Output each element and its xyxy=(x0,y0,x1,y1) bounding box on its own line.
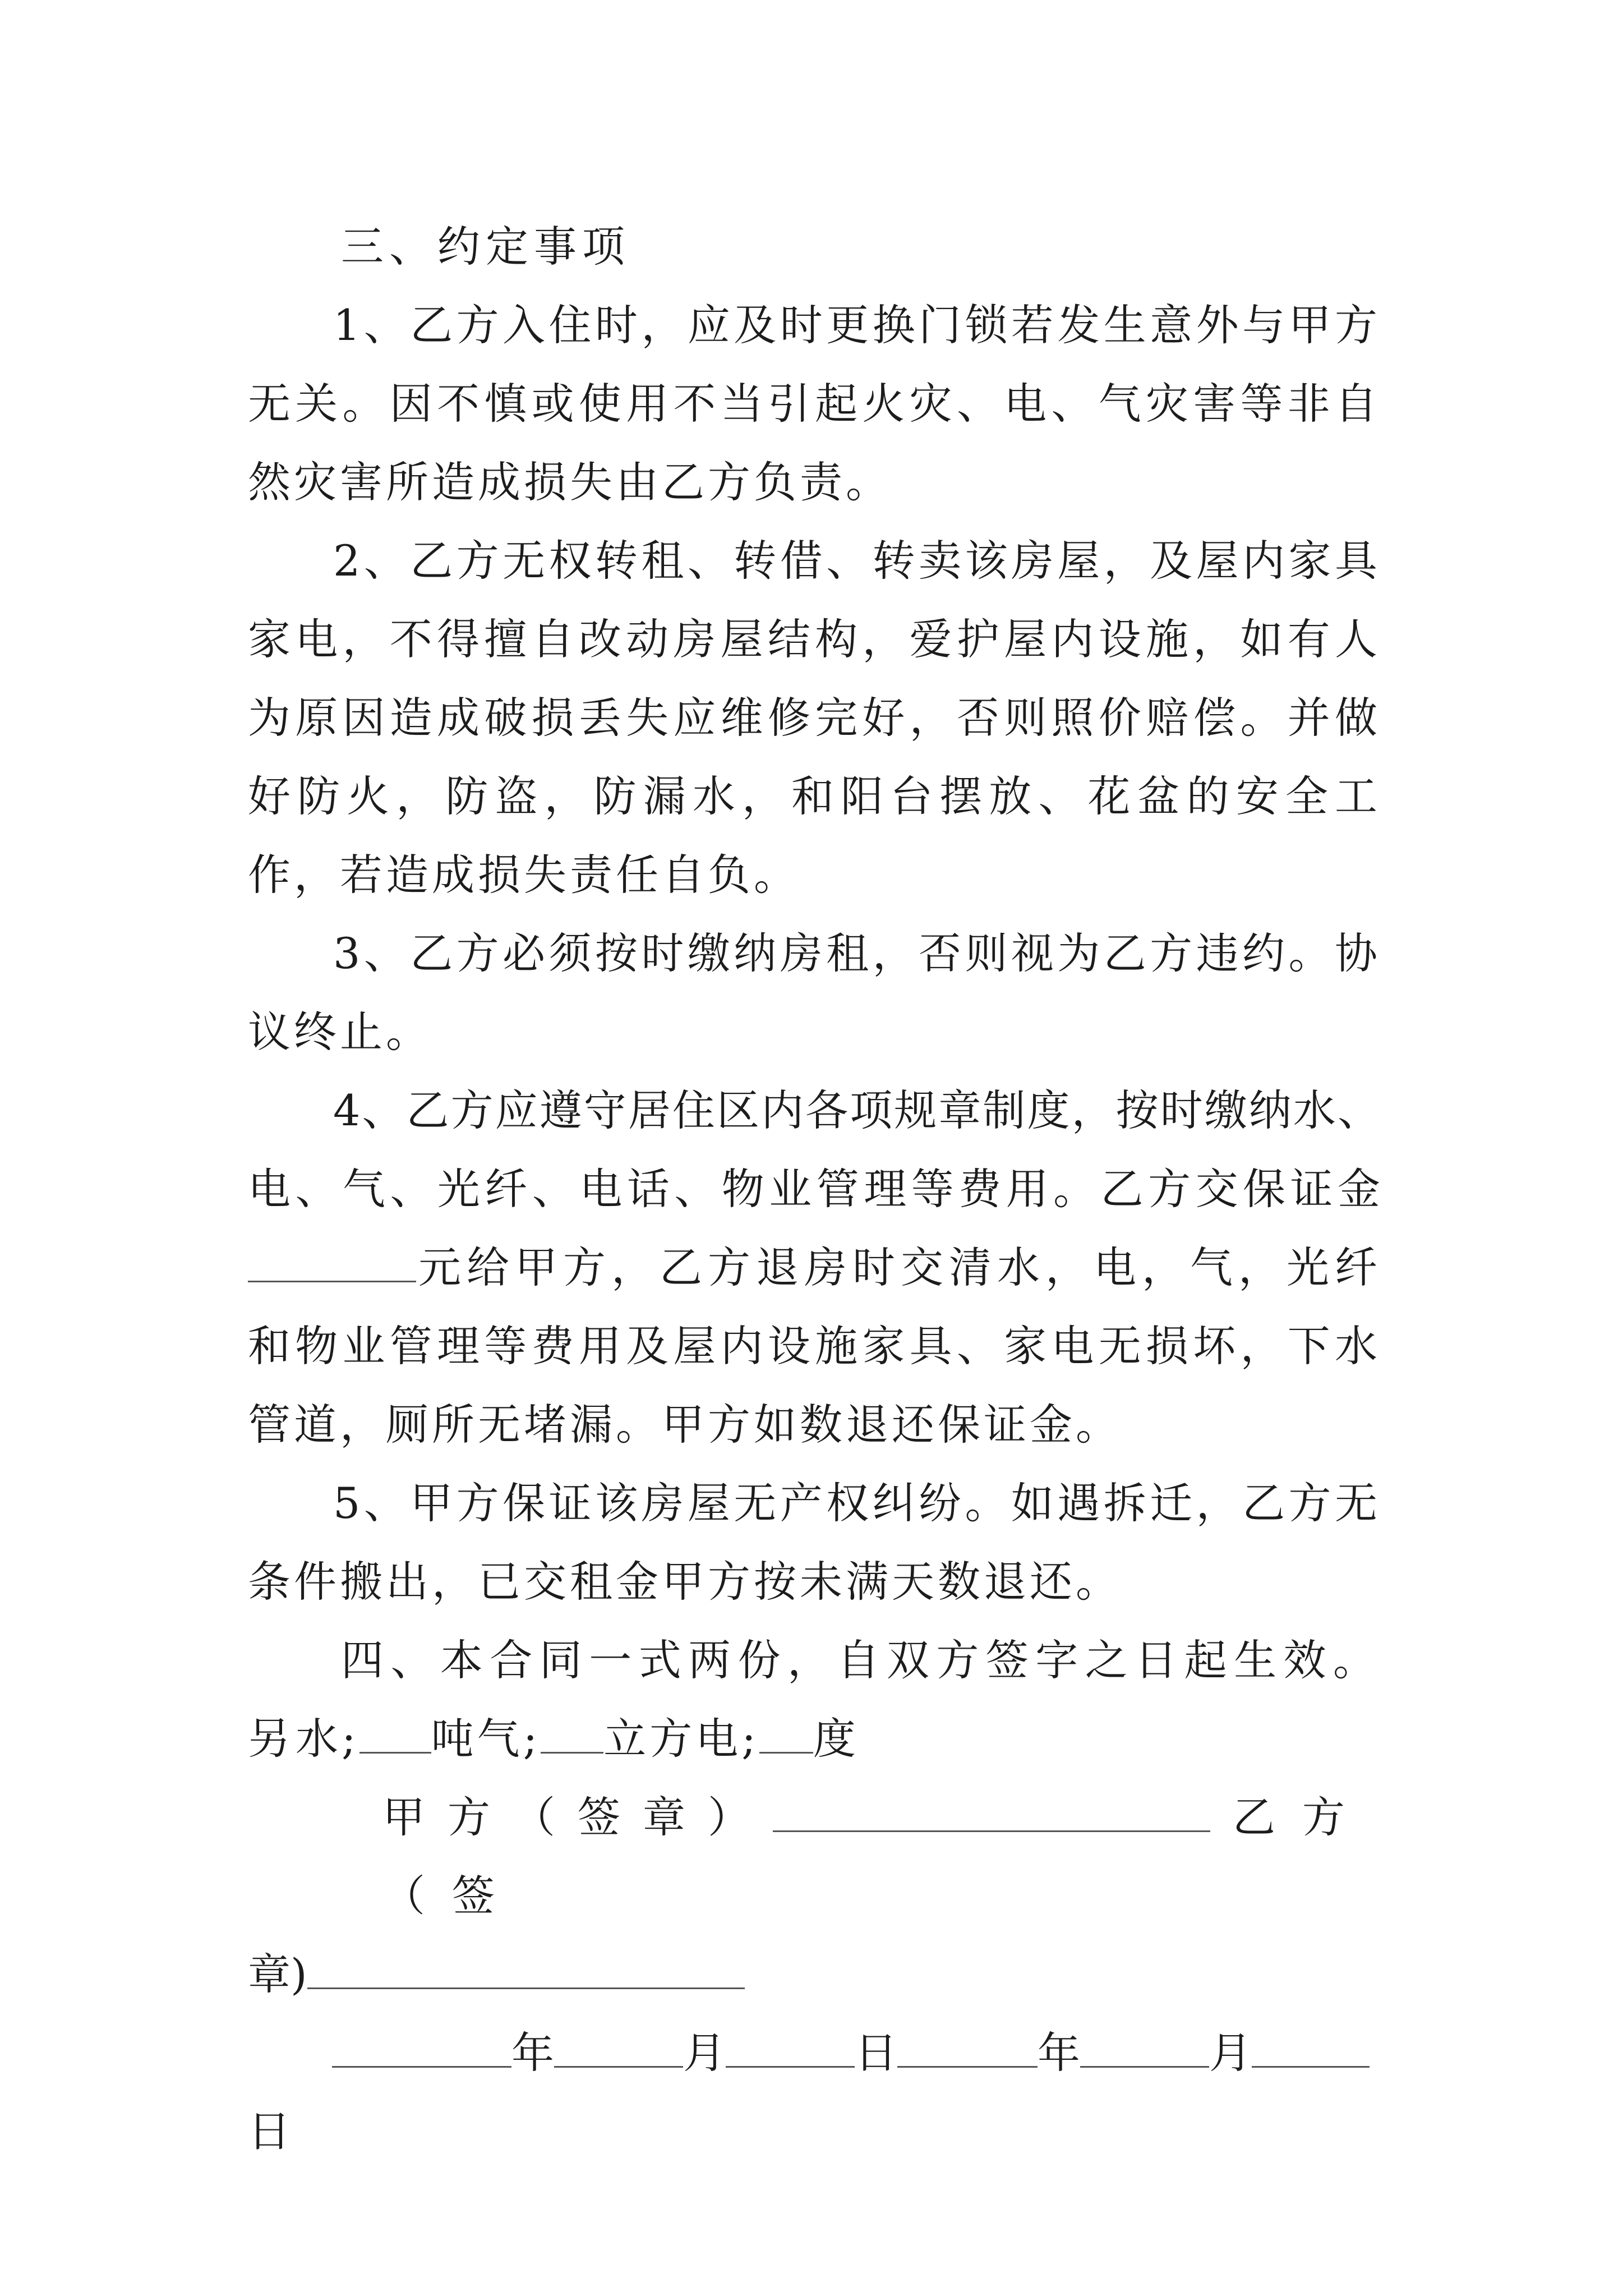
party-b-day-label: 日 xyxy=(248,2106,294,2156)
party-b-year-label: 年 xyxy=(1038,2028,1080,2078)
ton-gas-label: 吨气; xyxy=(431,1714,541,1764)
section-title: 三、约定事项 xyxy=(341,222,630,272)
party-a-month-blank xyxy=(554,2031,683,2068)
party-b-signature-blank xyxy=(307,1953,745,1989)
party-a-signature-blank xyxy=(773,1796,1210,1832)
degree-label: 度 xyxy=(813,1714,861,1764)
section-four-text: 四、本合同一式两份，自双方签字之日起生效。另 xyxy=(248,1635,1381,1764)
party-a-month-label: 月 xyxy=(683,2028,726,2078)
party-a-day-blank xyxy=(726,2031,855,2068)
party-a-year-label: 年 xyxy=(511,2028,554,2078)
party-a-day-label: 日 xyxy=(855,2028,897,2078)
electricity-blank xyxy=(759,1717,813,1754)
clause-4-part-2: 元给甲方，乙方退房时交清水，电，气，光纤和物业管理等费用及屋内设施家具、家电无损坏，下水管道，厕所无堵漏。甲方如数退还保证金。 xyxy=(248,1243,1381,1450)
date-line-continued xyxy=(248,2092,1381,2171)
party-b-month-label: 月 xyxy=(1209,2028,1252,2078)
clause-3: 3、乙方必须按时缴纳房租，否则视为乙方违约。协议终止。 xyxy=(248,928,1381,1057)
party-b-signature-label: 乙方（签 xyxy=(382,1792,1372,1921)
clause-4 xyxy=(248,1071,1381,1464)
party-a-year-blank xyxy=(332,2031,511,2068)
party-b-year-blank xyxy=(897,2031,1038,2068)
clause-4-part-1: 4、乙方应遵守居住区内各项规章制度，按时缴纳水、电、气、光纤、电话、物业管理等费用。乙方交保证金 xyxy=(248,1085,1381,1214)
party-b-signature-label-end: 章) xyxy=(248,1949,307,1999)
clause-2: 2、乙方无权转租、转借、转卖该房屋，及屋内家具家电，不得擅自改动房屋结构，爱护屋内设施，如有人为原因造成破损丢失应维修完好，否则照价赔偿。并做好防火，防盗，防漏水，和阳台摆放、花盆的安全工作，若造成损失责任自负。 xyxy=(248,536,1381,900)
party-b-month-blank xyxy=(1080,2031,1209,2068)
party-b-day-blank xyxy=(1252,2031,1370,2068)
clause-5: 5、甲方保证该房屋无产权纠纷。如遇拆迁，乙方无条件搬出，已交租金甲方按未满天数退还。 xyxy=(248,1478,1381,1607)
date-line xyxy=(248,2014,1381,2092)
cubic-elec-label: 立方电; xyxy=(603,1714,759,1764)
clause-1: 1、乙方入住时，应及时更换门锁若发生意外与甲方无关。因不慎或使用不当引起火灾、电、气灾害等非自然灾害所造成损失由乙方负责。 xyxy=(248,300,1381,507)
signature-line-continued xyxy=(248,1935,1381,2014)
water-blank xyxy=(359,1717,431,1754)
deposit-blank xyxy=(248,1246,416,1282)
section-four xyxy=(248,1621,1381,1778)
water-label: 水; xyxy=(296,1714,359,1764)
signature-line xyxy=(248,1778,1381,1935)
party-a-signature-label: 甲方（签章） xyxy=(382,1792,773,1842)
gas-blank xyxy=(541,1717,603,1754)
contract-body xyxy=(248,208,1381,2171)
